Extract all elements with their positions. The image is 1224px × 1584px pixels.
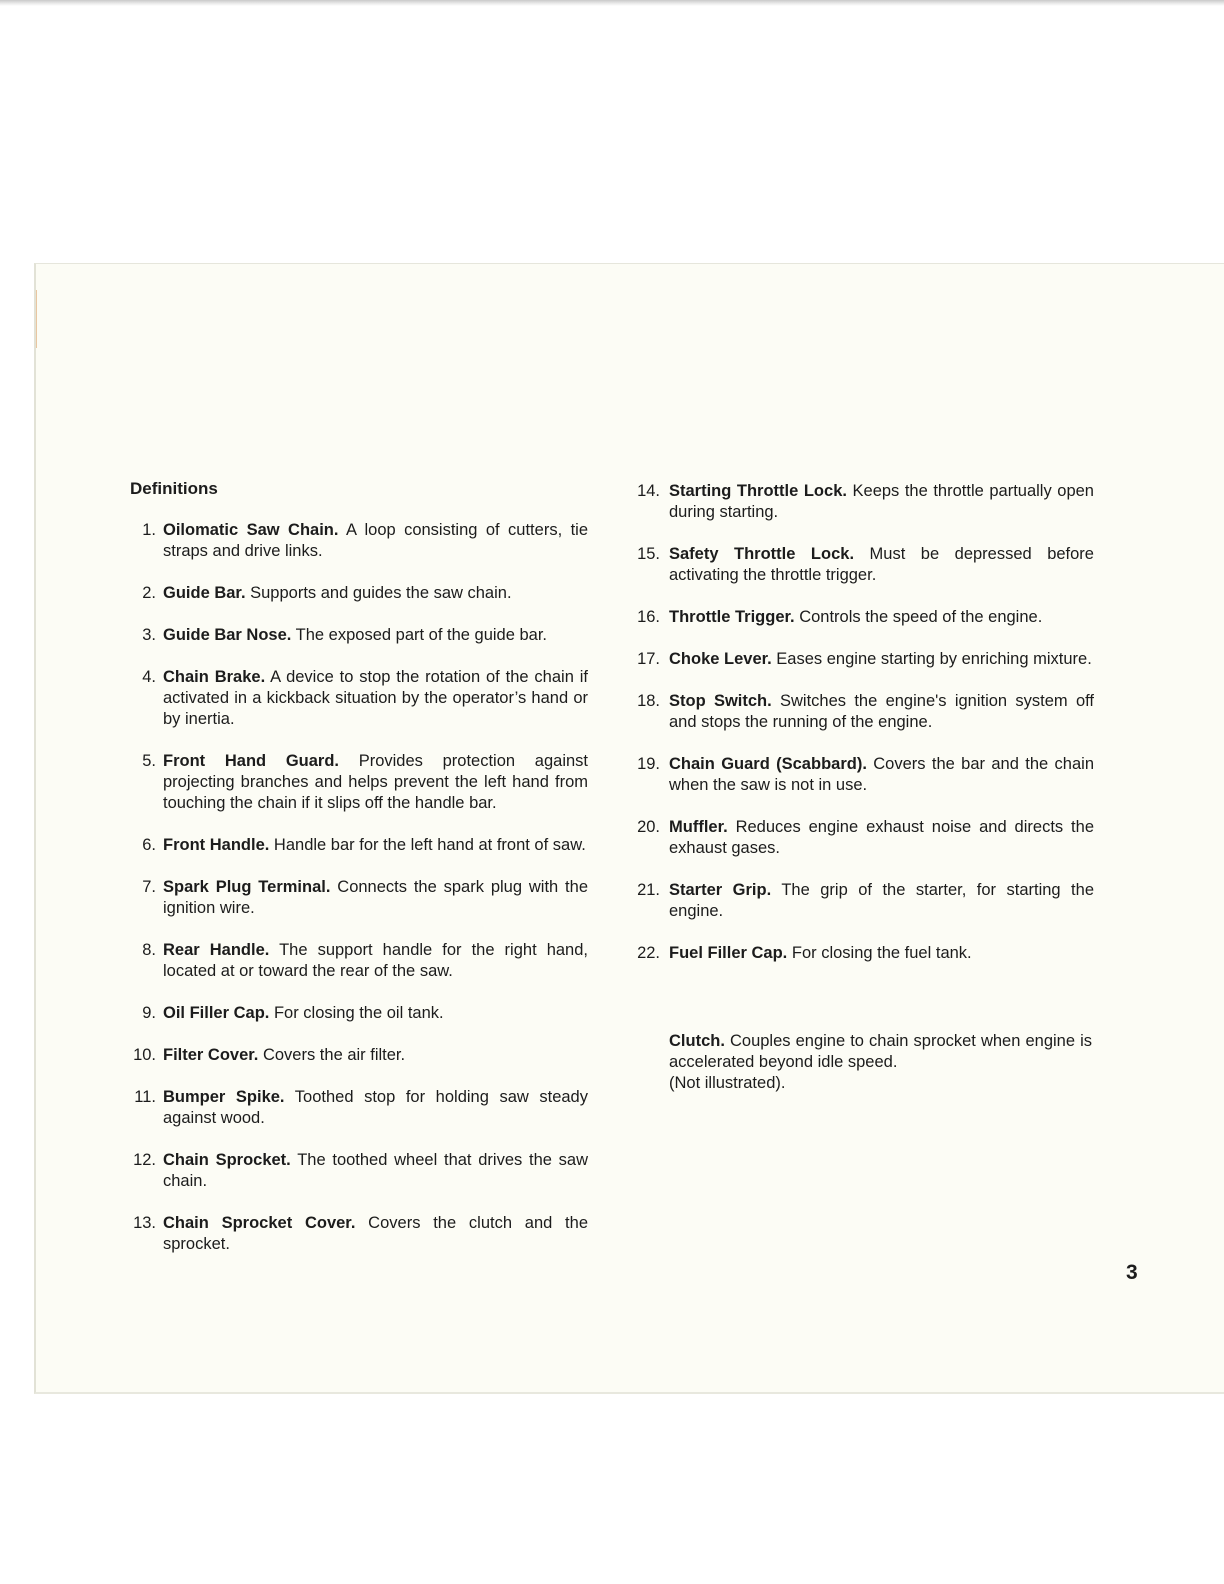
definition-item [130, 1213, 588, 1255]
item-description: The grip of the starter, for starting the engine. [669, 881, 1094, 920]
item-description: Supports and guides the saw chain. [245, 584, 512, 602]
item-term: Stop Switch. [669, 692, 772, 710]
definition-item [130, 1045, 588, 1066]
definition-item [130, 940, 588, 982]
clutch-description: Couples engine to chain sprocket when engine is accelerated beyond idle speed. [669, 1032, 1092, 1071]
item-description: Toothed stop for holding saw steady against wood. [163, 1088, 588, 1127]
item-term: Chain Sprocket. [163, 1151, 291, 1169]
item-term: Filter Cover. [163, 1046, 259, 1064]
item-description: For closing the fuel tank. [787, 944, 972, 962]
definition-item [130, 835, 588, 856]
item-number: 2. [142, 584, 156, 602]
item-number: 20. [637, 818, 660, 836]
definition-item [632, 481, 1094, 523]
item-number: 19. [637, 755, 660, 773]
item-description: Covers the bar and the chain when the saw is not in use. [669, 755, 1095, 794]
definition-item [130, 877, 588, 919]
item-description: Provides protection against projecting branches and helps prevent the left hand from touching the chain if it slips off the handle bar. [163, 752, 588, 812]
item-number: 14. [637, 482, 660, 500]
definition-item [632, 943, 1094, 964]
item-number: 18. [637, 692, 660, 710]
item-term: Throttle Trigger. [669, 608, 795, 626]
item-number: 5. [142, 752, 156, 770]
item-term: Chain Sprocket Cover. [163, 1214, 356, 1232]
item-number: 16. [637, 608, 660, 626]
item-description: The support handle for the right hand, located at or toward the rear of the saw. [163, 941, 588, 980]
item-number: 22. [637, 944, 660, 962]
item-description: Eases engine starting by enriching mixture. [771, 650, 1092, 668]
item-description: Must be depressed before activating the throttle trigger. [669, 545, 1094, 584]
definition-item [632, 607, 1094, 628]
item-number: 13. [133, 1214, 156, 1232]
item-description: The exposed part of the guide bar. [291, 626, 548, 644]
definition-item [130, 1150, 588, 1192]
item-term: Oilomatic Saw Chain. [163, 521, 339, 539]
item-term: Chain Brake. [163, 668, 266, 686]
definition-item [130, 1003, 588, 1024]
item-number: 8. [142, 941, 156, 959]
item-number: 10. [133, 1046, 156, 1064]
item-term: Bumper Spike. [163, 1088, 285, 1106]
item-description: For closing the oil tank. [269, 1004, 444, 1022]
item-term: Starting Throttle Lock. [669, 482, 847, 500]
item-term: Front Hand Guard. [163, 752, 339, 770]
item-number: 1. [142, 521, 156, 539]
item-number: 3. [142, 626, 156, 644]
item-term: Rear Handle. [163, 941, 270, 959]
item-number: 4. [142, 668, 156, 686]
item-description: Keeps the throttle partually open during starting. [669, 482, 1094, 521]
item-term: Front Handle. [163, 836, 270, 854]
definition-item [130, 583, 588, 604]
item-description: Controls the speed of the engine. [794, 608, 1043, 626]
item-term: Guide Bar Nose. [163, 626, 292, 644]
item-term: Oil Filler Cap. [163, 1004, 270, 1022]
definition-item [130, 1087, 588, 1129]
item-number: 15. [637, 545, 660, 563]
item-number: 21. [637, 881, 660, 899]
definition-item [130, 520, 588, 562]
definitions-list-right [632, 481, 1094, 985]
definition-item [130, 751, 588, 814]
item-term: Guide Bar. [163, 584, 246, 602]
item-number: 17. [637, 650, 660, 668]
definitions-heading: Definitions [130, 479, 218, 498]
scan-top-edge [0, 0, 1224, 6]
definition-item [632, 817, 1094, 859]
definition-item [130, 667, 588, 730]
item-term: Spark Plug Terminal. [163, 878, 331, 896]
item-description: The toothed wheel that drives the saw chain. [163, 1151, 588, 1190]
item-number: 9. [142, 1004, 156, 1022]
item-description: Switches the engine's ignition system off and stops the running of the engine. [669, 692, 1094, 731]
item-number: 6. [142, 836, 156, 854]
item-description: A loop consisting of cutters, tie straps and drive links. [163, 521, 588, 560]
clutch-note: (Not illustrated). [669, 1074, 786, 1092]
definition-item [632, 880, 1094, 922]
item-description: Handle bar for the left hand at front of saw. [269, 836, 586, 854]
clutch-definition [669, 1031, 1092, 1094]
item-description: Connects the spark plug with the ignition wire. [163, 878, 588, 917]
item-description: A device to stop the rotation of the chain if activated in a kickback situation by the operator’s hand or by inertia. [163, 668, 588, 728]
item-number: 7. [142, 878, 156, 896]
item-term: Muffler. [669, 818, 728, 836]
item-description: Covers the air filter. [258, 1046, 406, 1064]
definition-item [632, 649, 1094, 670]
definition-item [130, 625, 588, 646]
definitions-list-left [130, 520, 588, 1276]
definition-item [632, 754, 1094, 796]
item-description: Covers the clutch and the sprocket. [163, 1214, 588, 1253]
clutch-term: Clutch. [669, 1032, 725, 1050]
definition-item [632, 544, 1094, 586]
item-term: Chain Guard (Scabbard). [669, 755, 867, 773]
item-number: 11. [134, 1088, 156, 1106]
definition-item [632, 691, 1094, 733]
item-term: Safety Throttle Lock. [669, 545, 855, 563]
page-number: 3 [1126, 1261, 1138, 1284]
item-term: Choke Lever. [669, 650, 772, 668]
item-number: 12. [133, 1151, 156, 1169]
item-term: Starter Grip. [669, 881, 772, 899]
item-term: Fuel Filler Cap. [669, 944, 788, 962]
panel-edge-mark [36, 290, 37, 348]
item-description: Reduces engine exhaust noise and directs the exhaust gases. [669, 818, 1094, 857]
